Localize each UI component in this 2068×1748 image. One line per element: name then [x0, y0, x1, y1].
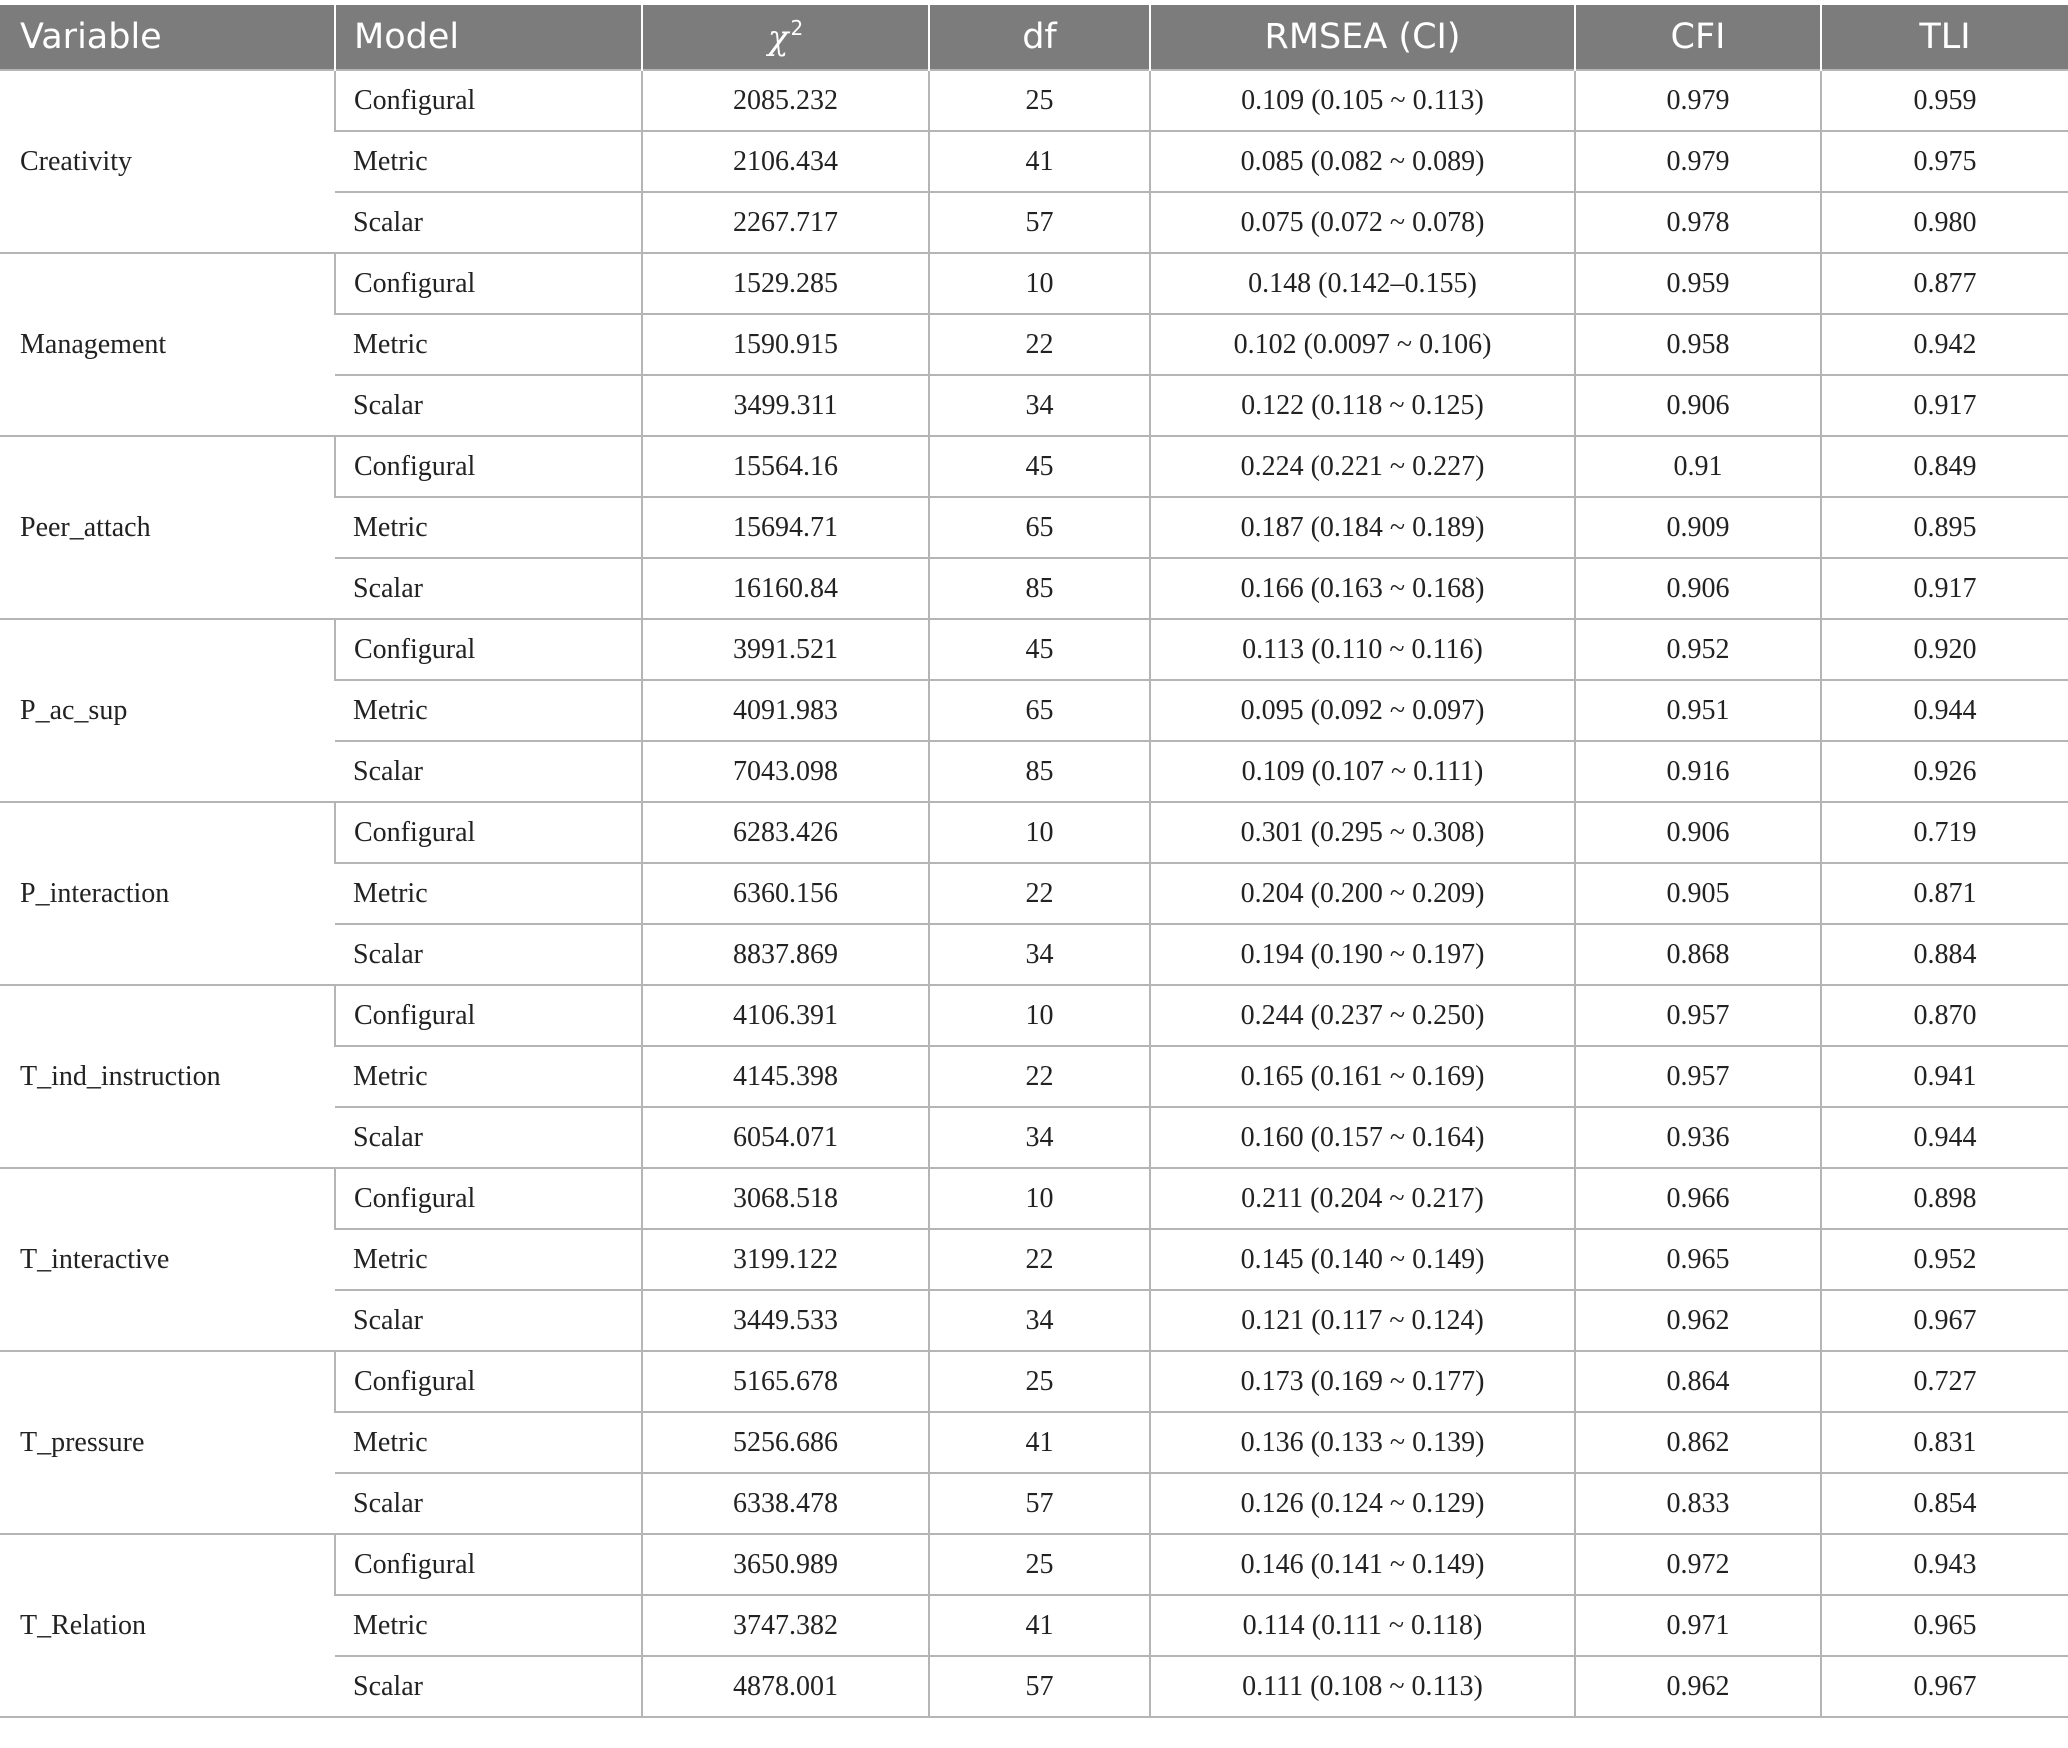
- rmsea-cell: 0.111 (0.108 ~ 0.113): [1150, 1656, 1575, 1717]
- table-row: [0, 70, 2068, 131]
- model-cell: Scalar: [335, 1656, 642, 1717]
- rmsea-cell: 0.136 (0.133 ~ 0.139): [1150, 1412, 1575, 1473]
- cfi-cell: 0.951: [1575, 680, 1821, 741]
- rmsea-cell: 0.113 (0.110 ~ 0.116): [1150, 619, 1575, 680]
- model-cell: Metric: [335, 1046, 642, 1107]
- rmsea-cell: 0.146 (0.141 ~ 0.149): [1150, 1534, 1575, 1595]
- variable-cell: Peer_attach: [0, 436, 335, 619]
- tli-cell: 0.944: [1821, 680, 2068, 741]
- rmsea-cell: 0.085 (0.082 ~ 0.089): [1150, 131, 1575, 192]
- df-cell: 65: [929, 497, 1150, 558]
- chi-square-cell: 6054.071: [642, 1107, 929, 1168]
- rmsea-cell: 0.148 (0.142–0.155): [1150, 253, 1575, 314]
- chi-superscript: 2: [790, 16, 804, 40]
- model-cell: Configural: [335, 802, 642, 863]
- model-cell: Configural: [335, 619, 642, 680]
- tli-cell: 0.719: [1821, 802, 2068, 863]
- cfi-cell: 0.833: [1575, 1473, 1821, 1534]
- model-cell: Scalar: [335, 1107, 642, 1168]
- cfi-cell: 0.91: [1575, 436, 1821, 497]
- chi-square-cell: 5256.686: [642, 1412, 929, 1473]
- chi-square-cell: 2267.717: [642, 192, 929, 253]
- df-cell: 34: [929, 924, 1150, 985]
- chi-square-cell: 6338.478: [642, 1473, 929, 1534]
- chi-square-cell: 3499.311: [642, 375, 929, 436]
- model-cell: Configural: [335, 1534, 642, 1595]
- model-cell: Metric: [335, 1412, 642, 1473]
- rmsea-cell: 0.121 (0.117 ~ 0.124): [1150, 1290, 1575, 1351]
- df-cell: 34: [929, 375, 1150, 436]
- tli-cell: 0.926: [1821, 741, 2068, 802]
- chi-square-cell: 8837.869: [642, 924, 929, 985]
- table-row: [0, 1534, 2068, 1595]
- tli-cell: 0.959: [1821, 70, 2068, 131]
- rmsea-cell: 0.194 (0.190 ~ 0.197): [1150, 924, 1575, 985]
- tli-cell: 0.952: [1821, 1229, 2068, 1290]
- df-cell: 45: [929, 436, 1150, 497]
- df-cell: 22: [929, 314, 1150, 375]
- df-cell: 57: [929, 192, 1150, 253]
- rmsea-cell: 0.244 (0.237 ~ 0.250): [1150, 985, 1575, 1046]
- cfi-cell: 0.909: [1575, 497, 1821, 558]
- tli-cell: 0.854: [1821, 1473, 2068, 1534]
- chi-square-cell: 15694.71: [642, 497, 929, 558]
- rmsea-cell: 0.126 (0.124 ~ 0.129): [1150, 1473, 1575, 1534]
- header-variable: Variable: [0, 5, 335, 70]
- cfi-cell: 0.952: [1575, 619, 1821, 680]
- header-model: Model: [335, 5, 642, 70]
- chi-square-cell: 1529.285: [642, 253, 929, 314]
- rmsea-cell: 0.211 (0.204 ~ 0.217): [1150, 1168, 1575, 1229]
- rmsea-cell: 0.095 (0.092 ~ 0.097): [1150, 680, 1575, 741]
- df-cell: 10: [929, 1168, 1150, 1229]
- rmsea-cell: 0.102 (0.0097 ~ 0.106): [1150, 314, 1575, 375]
- rmsea-cell: 0.165 (0.161 ~ 0.169): [1150, 1046, 1575, 1107]
- chi-symbol: χ: [767, 18, 789, 58]
- cfi-cell: 0.972: [1575, 1534, 1821, 1595]
- chi-square-cell: 7043.098: [642, 741, 929, 802]
- variable-cell: Management: [0, 253, 335, 436]
- model-cell: Scalar: [335, 558, 642, 619]
- header-df: df: [929, 5, 1150, 70]
- model-cell: Metric: [335, 314, 642, 375]
- rmsea-cell: 0.109 (0.105 ~ 0.113): [1150, 70, 1575, 131]
- tli-cell: 0.943: [1821, 1534, 2068, 1595]
- chi-square-cell: 16160.84: [642, 558, 929, 619]
- header-tli: TLI: [1821, 5, 2068, 70]
- df-cell: 65: [929, 680, 1150, 741]
- cfi-cell: 0.868: [1575, 924, 1821, 985]
- header-chi-square: [642, 5, 929, 70]
- tli-cell: 0.920: [1821, 619, 2068, 680]
- table-row: [0, 1168, 2068, 1229]
- variable-cell: T_pressure: [0, 1351, 335, 1534]
- variable-cell: T_ind_instruction: [0, 985, 335, 1168]
- cfi-cell: 0.905: [1575, 863, 1821, 924]
- model-cell: Metric: [335, 1229, 642, 1290]
- chi-square-cell: 4878.001: [642, 1656, 929, 1717]
- chi-square-cell: 2085.232: [642, 70, 929, 131]
- cfi-cell: 0.906: [1575, 558, 1821, 619]
- rmsea-cell: 0.122 (0.118 ~ 0.125): [1150, 375, 1575, 436]
- table-row: [0, 253, 2068, 314]
- df-cell: 41: [929, 1595, 1150, 1656]
- header-cfi: CFI: [1575, 5, 1821, 70]
- chi-square-cell: 3199.122: [642, 1229, 929, 1290]
- fit-indices-table-container: [0, 5, 2068, 1718]
- tli-cell: 0.877: [1821, 253, 2068, 314]
- table-body: [0, 70, 2068, 1717]
- model-cell: Scalar: [335, 375, 642, 436]
- table-row: [0, 985, 2068, 1046]
- chi-square-cell: 4091.983: [642, 680, 929, 741]
- variable-cell: T_interactive: [0, 1168, 335, 1351]
- table-row: [0, 802, 2068, 863]
- df-cell: 34: [929, 1107, 1150, 1168]
- rmsea-cell: 0.301 (0.295 ~ 0.308): [1150, 802, 1575, 863]
- cfi-cell: 0.957: [1575, 1046, 1821, 1107]
- chi-square-cell: 5165.678: [642, 1351, 929, 1412]
- chi-square-cell: 15564.16: [642, 436, 929, 497]
- model-cell: Configural: [335, 70, 642, 131]
- measurement-invariance-table: [0, 5, 2068, 1718]
- rmsea-cell: 0.075 (0.072 ~ 0.078): [1150, 192, 1575, 253]
- cfi-cell: 0.962: [1575, 1290, 1821, 1351]
- table-row: [0, 436, 2068, 497]
- df-cell: 22: [929, 863, 1150, 924]
- model-cell: Configural: [335, 253, 642, 314]
- tli-cell: 0.967: [1821, 1290, 2068, 1351]
- model-cell: Scalar: [335, 741, 642, 802]
- header-row: [0, 5, 2068, 70]
- cfi-cell: 0.936: [1575, 1107, 1821, 1168]
- tli-cell: 0.895: [1821, 497, 2068, 558]
- cfi-cell: 0.906: [1575, 375, 1821, 436]
- rmsea-cell: 0.166 (0.163 ~ 0.168): [1150, 558, 1575, 619]
- cfi-cell: 0.971: [1575, 1595, 1821, 1656]
- cfi-cell: 0.978: [1575, 192, 1821, 253]
- model-cell: Metric: [335, 1595, 642, 1656]
- model-cell: Metric: [335, 863, 642, 924]
- rmsea-cell: 0.204 (0.200 ~ 0.209): [1150, 863, 1575, 924]
- model-cell: Configural: [335, 1168, 642, 1229]
- df-cell: 22: [929, 1229, 1150, 1290]
- chi-square-cell: 6360.156: [642, 863, 929, 924]
- df-cell: 10: [929, 802, 1150, 863]
- chi-square-cell: 1590.915: [642, 314, 929, 375]
- chi-square-cell: 3991.521: [642, 619, 929, 680]
- tli-cell: 0.917: [1821, 375, 2068, 436]
- rmsea-cell: 0.160 (0.157 ~ 0.164): [1150, 1107, 1575, 1168]
- header-rmsea: RMSEA (CI): [1150, 5, 1575, 70]
- tli-cell: 0.849: [1821, 436, 2068, 497]
- table-row: [0, 619, 2068, 680]
- cfi-cell: 0.906: [1575, 802, 1821, 863]
- variable-cell: P_ac_sup: [0, 619, 335, 802]
- df-cell: 10: [929, 253, 1150, 314]
- chi-square-cell: 3747.382: [642, 1595, 929, 1656]
- df-cell: 85: [929, 741, 1150, 802]
- chi-square-cell: 2106.434: [642, 131, 929, 192]
- model-cell: Scalar: [335, 192, 642, 253]
- chi-square-cell: 3650.989: [642, 1534, 929, 1595]
- cfi-cell: 0.862: [1575, 1412, 1821, 1473]
- df-cell: 85: [929, 558, 1150, 619]
- cfi-cell: 0.966: [1575, 1168, 1821, 1229]
- chi-square-cell: 4145.398: [642, 1046, 929, 1107]
- df-cell: 34: [929, 1290, 1150, 1351]
- cfi-cell: 0.916: [1575, 741, 1821, 802]
- cfi-cell: 0.958: [1575, 314, 1821, 375]
- tli-cell: 0.884: [1821, 924, 2068, 985]
- df-cell: 45: [929, 619, 1150, 680]
- rmsea-cell: 0.109 (0.107 ~ 0.111): [1150, 741, 1575, 802]
- variable-cell: P_interaction: [0, 802, 335, 985]
- df-cell: 41: [929, 1412, 1150, 1473]
- tli-cell: 0.980: [1821, 192, 2068, 253]
- model-cell: Metric: [335, 497, 642, 558]
- variable-cell: Creativity: [0, 70, 335, 253]
- cfi-cell: 0.979: [1575, 131, 1821, 192]
- tli-cell: 0.917: [1821, 558, 2068, 619]
- df-cell: 22: [929, 1046, 1150, 1107]
- df-cell: 10: [929, 985, 1150, 1046]
- df-cell: 25: [929, 1351, 1150, 1412]
- model-cell: Scalar: [335, 924, 642, 985]
- tli-cell: 0.831: [1821, 1412, 2068, 1473]
- table-row: [0, 1351, 2068, 1412]
- rmsea-cell: 0.145 (0.140 ~ 0.149): [1150, 1229, 1575, 1290]
- model-cell: Configural: [335, 1351, 642, 1412]
- tli-cell: 0.727: [1821, 1351, 2068, 1412]
- tli-cell: 0.975: [1821, 131, 2068, 192]
- model-cell: Configural: [335, 436, 642, 497]
- df-cell: 25: [929, 1534, 1150, 1595]
- model-cell: Metric: [335, 131, 642, 192]
- rmsea-cell: 0.114 (0.111 ~ 0.118): [1150, 1595, 1575, 1656]
- cfi-cell: 0.979: [1575, 70, 1821, 131]
- rmsea-cell: 0.224 (0.221 ~ 0.227): [1150, 436, 1575, 497]
- chi-square-cell: 4106.391: [642, 985, 929, 1046]
- rmsea-cell: 0.187 (0.184 ~ 0.189): [1150, 497, 1575, 558]
- tli-cell: 0.942: [1821, 314, 2068, 375]
- table-header: [0, 5, 2068, 70]
- model-cell: Metric: [335, 680, 642, 741]
- cfi-cell: 0.957: [1575, 985, 1821, 1046]
- rmsea-cell: 0.173 (0.169 ~ 0.177): [1150, 1351, 1575, 1412]
- df-cell: 25: [929, 70, 1150, 131]
- model-cell: Configural: [335, 985, 642, 1046]
- tli-cell: 0.941: [1821, 1046, 2068, 1107]
- tli-cell: 0.967: [1821, 1656, 2068, 1717]
- tli-cell: 0.871: [1821, 863, 2068, 924]
- df-cell: 41: [929, 131, 1150, 192]
- cfi-cell: 0.965: [1575, 1229, 1821, 1290]
- cfi-cell: 0.959: [1575, 253, 1821, 314]
- cfi-cell: 0.962: [1575, 1656, 1821, 1717]
- tli-cell: 0.898: [1821, 1168, 2068, 1229]
- tli-cell: 0.870: [1821, 985, 2068, 1046]
- cfi-cell: 0.864: [1575, 1351, 1821, 1412]
- chi-square-cell: 3449.533: [642, 1290, 929, 1351]
- model-cell: Scalar: [335, 1473, 642, 1534]
- variable-cell: T_Relation: [0, 1534, 335, 1717]
- df-cell: 57: [929, 1473, 1150, 1534]
- chi-square-cell: 3068.518: [642, 1168, 929, 1229]
- tli-cell: 0.944: [1821, 1107, 2068, 1168]
- df-cell: 57: [929, 1656, 1150, 1717]
- tli-cell: 0.965: [1821, 1595, 2068, 1656]
- chi-square-cell: 6283.426: [642, 802, 929, 863]
- model-cell: Scalar: [335, 1290, 642, 1351]
